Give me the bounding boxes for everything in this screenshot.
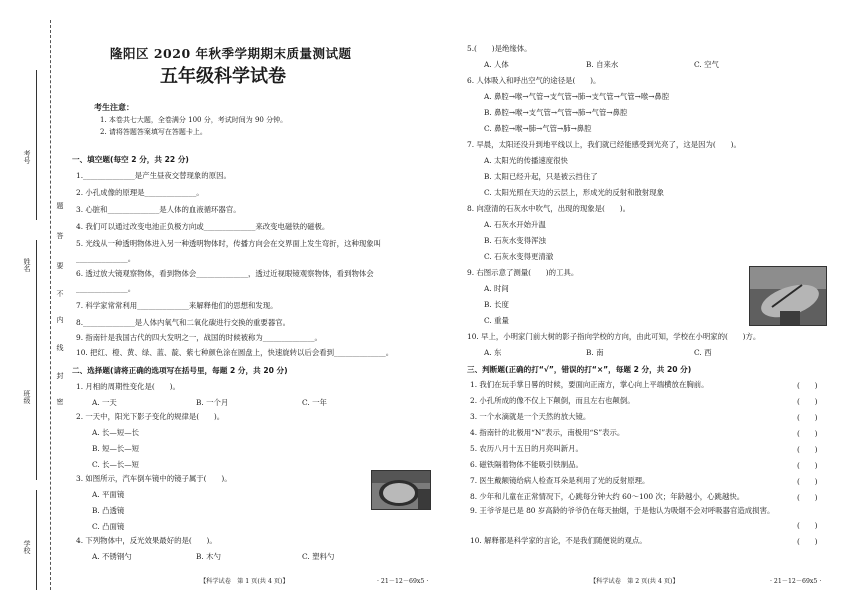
choice-option: C. 石灰水变得更清澈 [484,252,554,261]
school-label: 学校 [23,540,31,554]
judge-item: 8. 少年和儿童在正常情况下，心跳每分钟大约 60～100 次；年龄越小，心跳越快。 [470,492,745,501]
choice-option: A. 长—短—长 [92,428,139,437]
choice-stem: 1. 月相的周期性变化是( )。 [76,382,180,391]
exam-title: 隆阳区 2020 年秋季学期期末质量测试题 [110,46,352,61]
choice-option: A. 东 [484,348,502,357]
exam-number-line [36,70,37,220]
judge-item: 7. 医生戴额镜给病人检查耳朵是利用了光的反射原理。 [470,476,650,485]
answer-paren: ( ) [797,413,818,422]
seal-char: 封 [56,372,64,379]
choice-option: A. 鼻腔→喉→气管→支气管→肺→支气管→气管→喉→鼻腔 [484,92,670,101]
seal-char: 线 [56,344,64,351]
choice-stem: 9. 右图示意了测量( )的工具。 [467,268,579,277]
choice-option: B. 木勺 [196,552,221,561]
sundial-image [749,266,827,326]
fill-item: 8.______________是人体内氧气和二氧化碳进行交换的重要器官。 [76,318,290,327]
judge-item: 3. 一个水滴就是一个天然的放大镜。 [470,412,591,421]
page1-footer: 【科学试卷 第 1 页(共 4 页)】 [200,578,289,585]
fill-item: 7. 科学家常常利用______________来解释他们的思想和发现。 [76,301,278,310]
fill-item: 10. 把红、橙、黄、绿、蓝、靛、紫七种颜色涂在圆盘上，快速旋转以后会看到______________。 [76,348,394,357]
section3-heading: 三、判断题(正确的打“√”，错误的打“×”，每题 2 分，共 20 分) [467,365,692,374]
choice-stem: 10. 早上，小明家门前大树的影子指向学校的方向，由此可知，学校在小明家的( )方。 [467,332,761,341]
choice-option: A. 一天 [92,398,117,407]
exam-subtitle: 五年级科学试卷 [160,66,286,87]
answer-paren: ( ) [797,521,818,530]
section2-heading: 二、选择题(请将正确的选项写在括号里，每题 2 分，共 20 分) [72,366,288,375]
judge-item: 6. 磁铁隔着物体不能吸引铁制品。 [470,460,583,469]
fill-item: 6. 透过放大镜观察物体，看到物体会______________，透过近视眼镜观察物体，看到物体会 [76,269,374,278]
judge-item: 1. 我们在玩手掌日晷的时候，要面向正南方，掌心向上平端横放在胸前。 [470,380,709,389]
answer-paren: ( ) [797,493,818,502]
page1-code: · 21－12－69x5 · [377,578,429,585]
fill-item: 4. 我们可以通过改变电池正负极方向或______________来改变电磁铁的磁极。 [76,222,330,231]
answer-paren: ( ) [797,477,818,486]
choice-option: A. 平面镜 [92,490,125,499]
choice-stem: 4. 下列物体中，反光效果最好的是( )。 [76,536,217,545]
fill-item: 5. 光线从一种透明物体进入另一种透明物体时，传播方向会在交界面上发生弯折，这种现象叫 [76,239,382,248]
rearview-mirror-image [371,470,431,510]
seal-char: 要 [56,262,64,269]
fill-item-continuation: ______________。 [76,254,136,263]
judge-item: 10. 解释都是科学家的言论，不是我们随便说的观点。 [470,536,647,545]
page2-footer: 【科学试卷 第 2 页(共 4 页)】 [590,578,679,585]
notice-item: 1. 本卷共七大题，全卷满分 100 分，考试时间为 90 分钟。 [100,116,288,124]
fill-item: 9. 指南针是我国古代的四大发明之一，战国的时候被称为______________。 [76,333,322,342]
choice-option: B. 自来水 [586,60,619,69]
fill-item-continuation: ______________。 [76,284,136,293]
choice-option: C. 凸面镜 [92,522,125,531]
seal-char: 题 [56,202,64,209]
school-line [36,490,37,590]
judge-item: 2. 小孔所成的像不仅上下颠倒，而且左右也颠倒。 [470,396,635,405]
seal-char: 内 [56,316,64,323]
choice-option: B. 太阳已经升起，只是被云挡住了 [484,172,598,181]
choice-option: A. 石灰水开始升温 [484,220,546,229]
name-line [36,240,37,370]
choice-option: C. 太阳光照在天边的云层上，形成光的反射和散射现象 [484,188,665,197]
choice-stem: 2. 一天中，阳光下影子变化的规律是( )。 [76,412,225,421]
seal-dashed-line [50,20,51,590]
choice-option: C. 西 [694,348,712,357]
choice-option: A. 时间 [484,284,509,293]
answer-paren: ( ) [797,537,818,546]
choice-stem: 3. 如图所示，汽车倒车镜中的镜子属于( )。 [76,474,232,483]
choice-option: B. 南 [586,348,604,357]
page2-code: · 21－12－69x5 · [770,578,822,585]
choice-option: A. 太阳光的传播速度很快 [484,156,568,165]
seal-char: 不 [56,290,64,297]
judge-item: 9. 王爷爷是已是 80 岁高龄的爷爷仍在每天抽烟，于是他认为吸烟不会对呼吸器官造成损害。 [470,506,775,515]
answer-paren: ( ) [797,461,818,470]
choice-option: B. 凸透镜 [92,506,125,515]
class-line [36,370,37,480]
choice-option: C. 鼻腔→喉→肺→气管→肺→鼻腔 [484,124,592,133]
choice-option: B. 石灰水变得浑浊 [484,236,546,245]
choice-stem: 8. 向澄清的石灰水中吹气，出现的现象是( )。 [467,204,630,213]
choice-option: C. 一年 [302,398,327,407]
choice-option: B. 鼻腔→喉→支气管→气管→肺→气管→鼻腔 [484,108,628,117]
choice-option: C. 空气 [694,60,719,69]
choice-stem: 7. 早晨，太阳还没升到地平线以上，我们就已经能感受到光亮了，这是因为( )。 [467,140,741,149]
choice-option: C. 塑料勺 [302,552,335,561]
seal-char: 密 [56,398,64,405]
answer-paren: ( ) [797,445,818,454]
fill-item: 3. 心脏和______________是人体的血液循环器官。 [76,205,241,214]
seal-char: 答 [56,232,64,239]
choice-option: C. 重量 [484,316,509,325]
choice-stem: 5.( )是绝缘体。 [467,44,532,53]
section1-heading: 一、填空题(每空 2 分，共 22 分) [72,155,189,164]
choice-option: A. 人体 [484,60,509,69]
exam-number-label: 考号 [23,150,31,164]
choice-option: B. 长度 [484,300,509,309]
notice-heading: 考生注意： [94,103,134,112]
answer-paren: ( ) [797,429,818,438]
answer-paren: ( ) [797,381,818,390]
choice-option: A. 不锈钢勺 [92,552,132,561]
answer-paren: ( ) [797,397,818,406]
choice-option: C. 长—长—短 [92,460,140,469]
choice-option: B. 短—长—短 [92,444,140,453]
fill-item: 1.______________是产生昼夜交替现象的原因。 [76,171,231,180]
name-label: 姓名 [23,258,31,272]
judge-item: 4. 指南针的北极用“N”表示，南极用“S”表示。 [470,428,625,437]
judge-item: 5. 农历八月十五日的月亮叫新月。 [470,444,583,453]
fill-item: 2. 小孔成像的原理是______________。 [76,188,204,197]
class-label: 班级 [23,390,31,404]
choice-stem: 6. 人体吸入和呼出空气的途径是( )。 [467,76,601,85]
notice-item: 2. 请将答题答案填写在答题卡上。 [100,128,207,136]
choice-option: B. 一个月 [196,398,229,407]
